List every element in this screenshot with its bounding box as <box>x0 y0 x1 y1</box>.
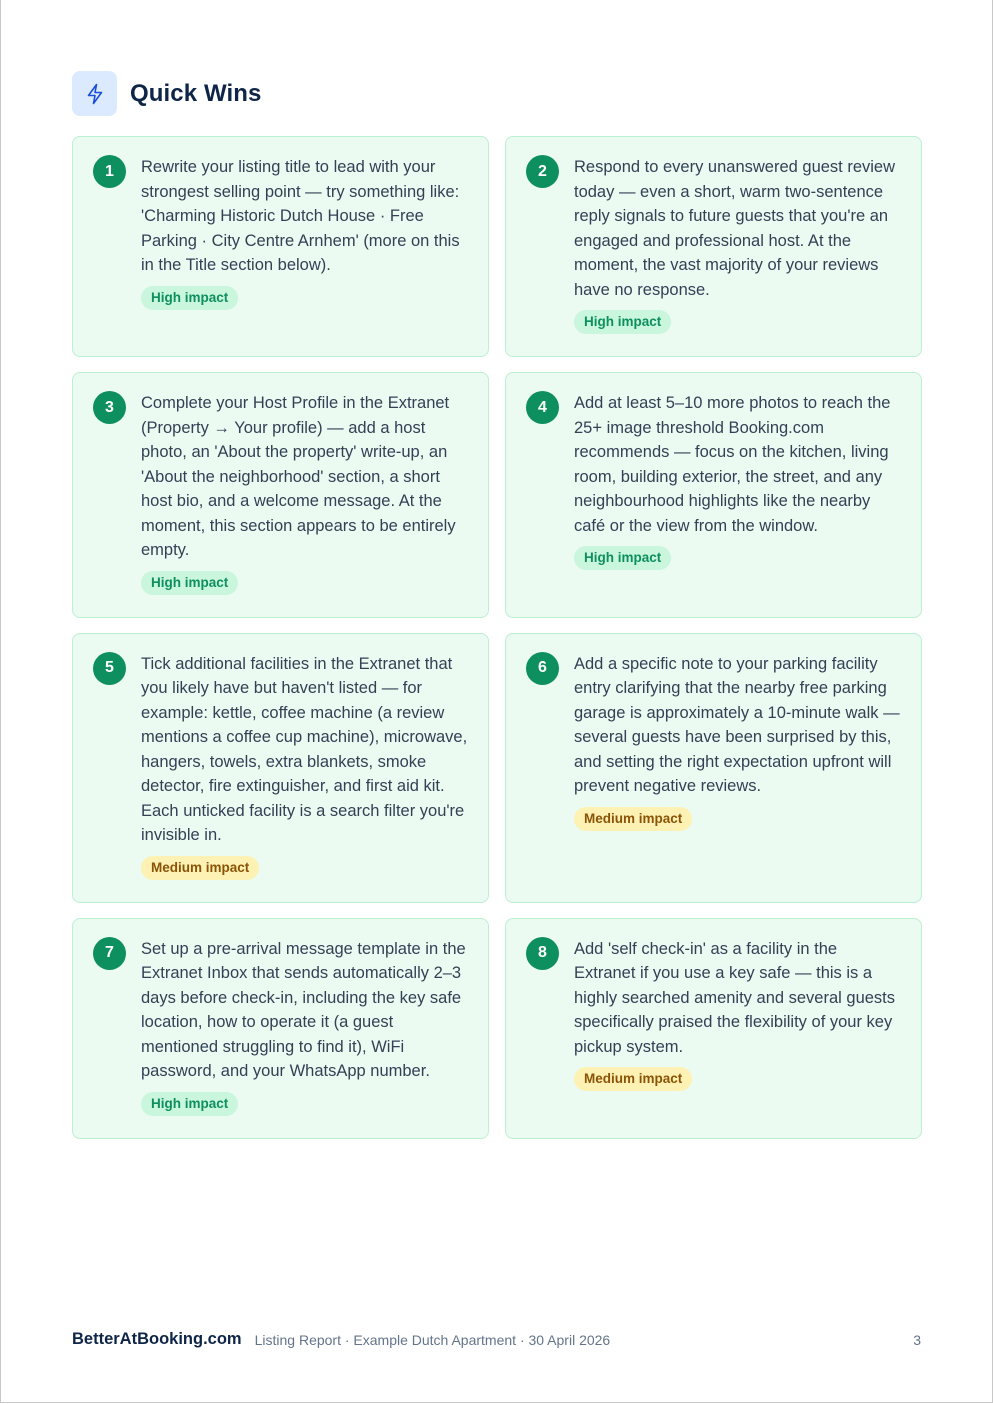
impact-badge: Medium impact <box>574 807 692 831</box>
quick-win-text: Respond to every unanswered guest review today — even a short, warm two-sentence reply signals to future guests that you're an engaged and professional host. At the moment, the vast majority of your reviews have no response. <box>574 158 896 299</box>
quick-win-text: Tick additional facilities in the Extranet that you likely have but haven't listed — for example: kettle, coffee machine (a review mentions a coffee cup machine), microwave, hangers, towels, extra blankets, smoke detector, fire extinguisher, and first aid kit. Each unticked facility is a search filter you're invisible in. <box>141 654 468 844</box>
quick-win-card <box>505 136 922 357</box>
quick-win-text: Add a specific note to your parking facility entry clarifying that the nearby free parking garage is approximately a 10-minute walk — several guests have been surprised by this, and setting the right expectation upfront will prevent negative reviews. <box>574 654 900 795</box>
quick-win-card <box>72 633 489 903</box>
section-title: Quick Wins <box>130 79 262 107</box>
impact-badge: Medium impact <box>141 856 259 880</box>
item-number-badge: 8 <box>526 937 559 970</box>
impact-badge: High impact <box>574 310 671 334</box>
impact-badge: High impact <box>141 286 238 310</box>
item-number-badge: 1 <box>93 155 126 188</box>
quick-win-card <box>72 918 489 1139</box>
quick-win-text: Add 'self check-in' as a facility in the Extranet if you use a key safe — this is a highly searched amenity and several guests specifically praised the flexibility of your key pickup system. <box>574 939 896 1056</box>
quick-win-card <box>72 136 489 357</box>
impact-badge: High impact <box>141 1092 238 1116</box>
quick-win-card <box>505 633 922 903</box>
quick-win-card <box>72 372 489 618</box>
item-number-badge: 2 <box>526 155 559 188</box>
quick-win-text: Rewrite your listing title to lead with your strongest selling point — try something like: 'Charming Historic Dutch House · Free Parking · City Centre Arnhem' (more on this in the Title section below). <box>141 158 460 274</box>
impact-badge: Medium impact <box>574 1067 692 1091</box>
item-number-badge: 7 <box>93 937 126 970</box>
quick-win-text: Set up a pre-arrival message template in the Extranet Inbox that sends automatically 2–3 days before check-in, including the key safe location, how to operate it (a guest mentioned struggling to find it), WiFi password, and your WhatsApp number. <box>141 939 466 1080</box>
quick-win-card <box>505 372 922 618</box>
item-number-badge: 6 <box>526 652 559 685</box>
item-number-badge: 5 <box>93 652 126 685</box>
item-number-badge: 4 <box>526 391 559 424</box>
impact-badge: High impact <box>141 571 238 595</box>
quick-win-text: Add at least 5–10 more photos to reach the 25+ image threshold Booking.com recommends — focus on the kitchen, living room, building exterior, the street, and any neighbourhood highlights like the nearby café or the view from the window. <box>574 394 891 535</box>
lightning-bolt-icon <box>72 71 117 116</box>
page-number: 3 <box>913 1331 921 1348</box>
footer-brand: BetterAtBooking.com <box>72 1330 242 1348</box>
section-header <box>72 71 261 116</box>
footer-report-info: Listing Report · Example Dutch Apartment · 30 April 2026 <box>254 1331 611 1348</box>
quick-wins-grid <box>72 136 922 1139</box>
quick-win-text: Complete your Host Profile in the Extranet (Property → Your profile) — add a host photo, an 'About the property' write-up, an 'About the neighborhood' section, a short host bio, and a welcome message. At the moment, this section appears to be entirely empty. <box>141 394 456 559</box>
item-number-badge: 3 <box>93 391 126 424</box>
page-footer <box>72 1330 921 1349</box>
impact-badge: High impact <box>574 546 671 570</box>
quick-win-card <box>505 918 922 1139</box>
